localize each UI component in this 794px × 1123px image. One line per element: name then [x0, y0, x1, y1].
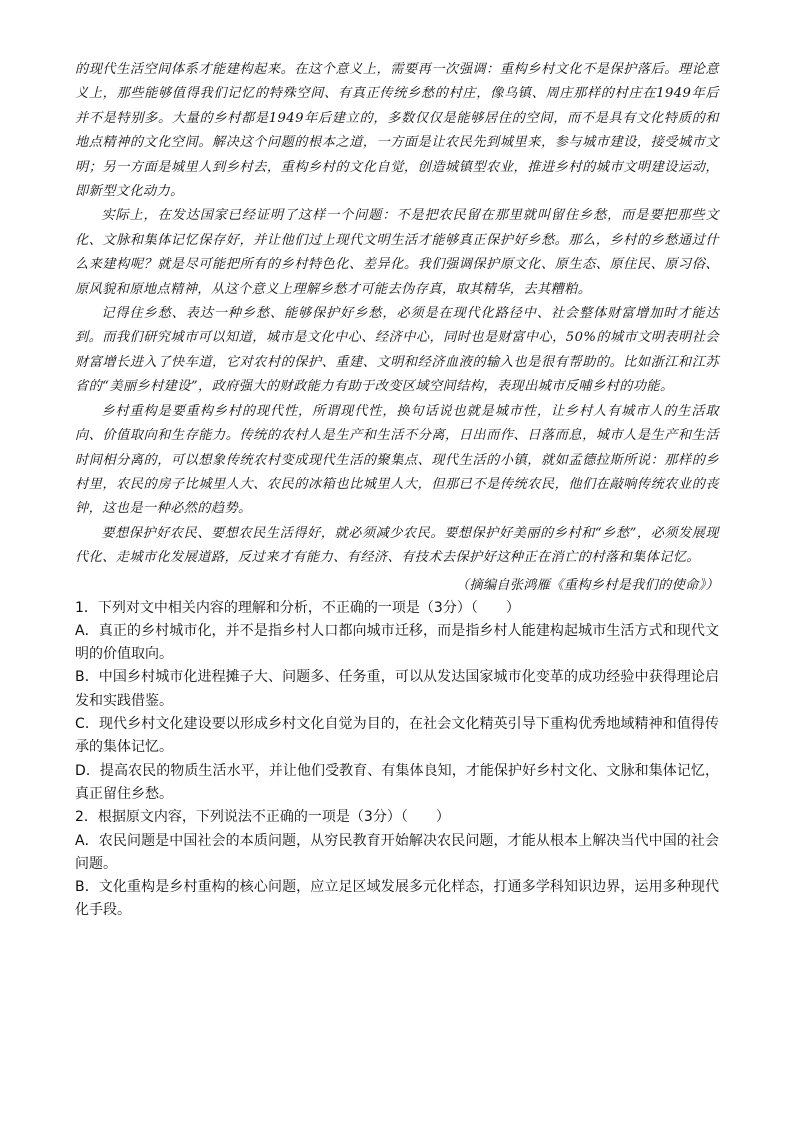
question-stem: 2．根据原文内容，下列说法不正确的一项是（3分）（ ） [75, 809, 450, 826]
passage-paragraph: 乡村重构是要重构乡村的现代性，所谓现代性，换句话说也就是城市性，让乡村人有城市人的生活取向、价值取向和生存能力。传统的农村人是生产和生活不分离，日出而作、日落而息，城市人是生产和生活时间相分离的，可以想象传统农村变成现代生活的聚集点、现代生活的小镇，就如孟德拉斯所说：那样的乡村里，农民的房子比城里人大、农民的冰箱也比城里人大，但那已不是传统农民，他们在敲响传统农业的丧钟，这也是一种必然的趋势。 [75, 403, 719, 517]
reading-passage [75, 58, 719, 597]
question-block [75, 597, 719, 807]
passage-paragraph: 实际上，在发达国家已经证明了这样一个问题：不是把农民留在那里就叫留住乡愁，而是要把那些文化、文脉和集体记忆保存好，并让他们过上现代文明生活才能够真正保护好乡愁。那么，乡村的乡愁通过什么来建构呢？就是尽可能把所有的乡村特色化、差异化。我们强调保护原文化、原生态、原住民、原习俗、原风貌和原地点精神，从这个意义上理解乡愁才可能去伪存真，取其精华，去其糟粕。 [75, 208, 719, 297]
question-stem: 1．下列对文中相关内容的理解和分析，不正确的一项是（3分）（ ） [75, 599, 520, 616]
answer-option: A．农民问题是中国社会的本质问题，从穷民教育开始解决农民问题，才能从根本上解决当代中国的社会问题。 [75, 832, 719, 872]
answer-option: D．提高农民的物质生活水平，并让他们受教育、有集体良知，才能保护好乡村文化、文脉和集体记忆，真正留住乡愁。 [75, 762, 719, 802]
passage-paragraph: 要想保护好农民、要想农民生活得好，就必须减少农民。要想保护好美丽的乡村和“乡愁”，必须发展现代化、走城市化发展道路，反过来才有能力、有经济、有技术去保护好这种正在消亡的村落和集体记忆。 [75, 525, 719, 566]
passage-source: （摘编自张鸿雁《重构乡村是我们的使命》） [455, 577, 719, 593]
answer-option: C．现代乡村文化建设要以形成乡村文化自觉为目的，在社会文化精英引导下重构优秀地域精神和值得传承的集体记忆。 [75, 716, 719, 756]
answer-option: A．真正的乡村城市化，并不是指乡村人口都向城市迁移，而是指乡村人能建构起城市生活方式和现代文明的价值取向。 [75, 622, 719, 663]
answer-option: B．文化重构是乡村重构的核心问题，应立足区域发展多元化样态，打通多学科知识边界，运用多种现代化手段。 [75, 879, 719, 919]
answer-option: B．中国乡村城市化进程摊子大、问题多、任务重，可以从发达国家城市化变革的成功经验中获得理论启发和实践借鉴。 [75, 669, 719, 709]
passage-paragraph: 的现代生活空间体系才能建构起来。在这个意义上，需要再一次强调：重构乡村文化不是保护落后。理论意义上，那些能够值得我们记忆的特殊空间、有真正传统乡愁的村庄，像乌镇、周庄那样的村庄在1949年后并不是特别多。大量的乡村都是1949年后建立的，多数仅仅是能够居住的空间，而不是具有文化特质的和地点精神的文化空间。解决这个问题的根本之道，一方面是让农民先到城里来，参与城市建设，接受城市文明；另一方面是城里人到乡村去，重构乡村的文化自觉，创造城镇型农业，推进乡村的城市文明建设运动，即新型文化动力。 [75, 62, 719, 200]
question-block [75, 806, 719, 922]
passage-paragraph: 记得住乡愁、表达一种乡愁、能够保护好乡愁，必须是在现代化路径中、社会整体财富增加时才能达到。而我们研究城市可以知道，城市是文化中心、经济中心，同时也是财富中心，50%的城市文明表明社会财富增长进入了快车道，它对农村的保护、重建、文明和经济血液的输入也是很有帮助的。比如浙江和江苏省的“美丽乡村建设”，政府强大的财政能力有助于改变区域空间结构，表现出城市反哺乡村的功能。 [75, 306, 719, 395]
question-section [75, 597, 719, 923]
